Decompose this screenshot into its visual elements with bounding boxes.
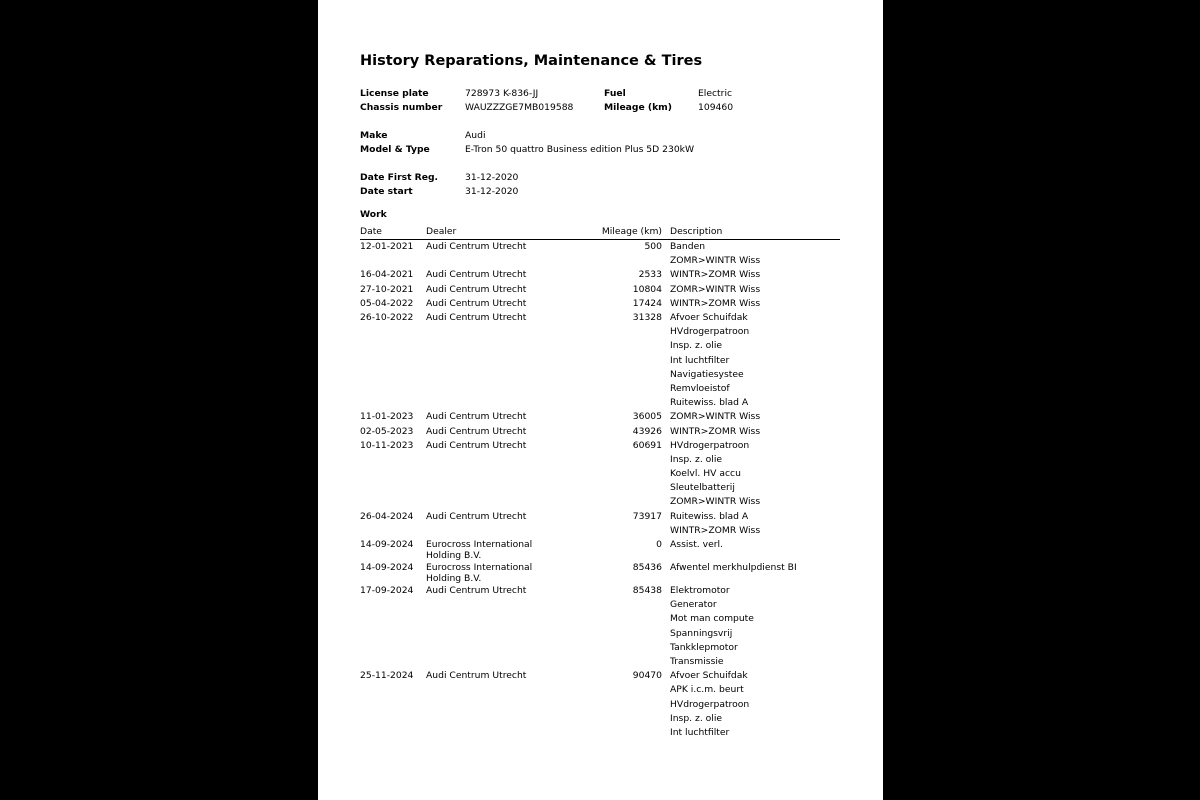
row-mileage: 36005 [632, 411, 662, 423]
row-dealer: Audi Centrum Utrecht [426, 311, 527, 323]
row-description-item: Generator [670, 599, 717, 611]
row-dealer: Audi Centrum Utrecht [426, 269, 527, 281]
row-description-item: Insp. z. olie [670, 712, 723, 724]
row-dealer-cell [426, 561, 566, 584]
row-description-item: Sleutelbatterij [670, 482, 735, 494]
fuel-value: Electric [698, 88, 733, 99]
make-label: Make [360, 130, 388, 141]
table-row [360, 561, 840, 584]
make-value: Audi [465, 130, 486, 141]
row-mileage: 85436 [632, 562, 662, 574]
row-description-item: HVdrogerpatroon [670, 326, 750, 338]
row-description-item: Tankklepmotor [670, 641, 738, 653]
row-descriptions [670, 240, 840, 269]
row-description-item: HVdrogerpatroon [670, 698, 750, 710]
row-dealer-cell [426, 311, 566, 410]
row-description-item: ZOMR>WINTR Wiss [670, 496, 761, 508]
row-dealer-cell [426, 268, 566, 282]
table-row [360, 311, 840, 410]
row-date: 05-04-2022 [360, 297, 414, 309]
row-dealer: Audi Centrum Utrecht [426, 241, 527, 252]
row-dealer-cell [426, 283, 566, 297]
row-description-item: WINTR>ZOMR Wiss [670, 524, 761, 536]
row-description-item: WINTR>ZOMR Wiss [670, 269, 761, 281]
row-description-item: ZOMR>WINTR Wiss [670, 255, 761, 267]
row-date: 14-09-2024 [360, 539, 414, 551]
row-mileage: 500 [644, 241, 662, 252]
row-description-item: APK i.c.m. beurt [670, 684, 744, 696]
row-descriptions [670, 561, 840, 584]
table-row [360, 268, 840, 282]
row-dealer: Audi Centrum Utrecht [426, 585, 527, 597]
row-description-item: Navigatiesystee [670, 368, 744, 380]
work-heading: Work [360, 209, 387, 220]
model-label: Model & Type [360, 144, 430, 155]
row-dealer: Audi Centrum Utrecht [426, 510, 527, 522]
row-dealer-cell [426, 240, 566, 269]
chassis-label: Chassis number [360, 102, 443, 113]
row-mileage: 90470 [632, 670, 662, 682]
table-row [360, 439, 840, 510]
table-row [360, 425, 840, 439]
first-reg-label: Date First Reg. [360, 172, 439, 183]
row-descriptions [670, 425, 840, 439]
table-row [360, 410, 840, 424]
row-descriptions [670, 297, 840, 311]
table-row [360, 669, 840, 740]
row-mileage: 17424 [632, 297, 662, 309]
row-descriptions [670, 538, 840, 561]
row-dealer: Eurocross International Holding B.V. [426, 562, 533, 584]
model-value: E-Tron 50 quattro Business edition Plus 5D 230kW [465, 144, 695, 155]
row-dealer-cell [426, 510, 566, 538]
row-description-item: HVdrogerpatroon [670, 439, 750, 451]
row-date: 26-10-2022 [360, 311, 414, 323]
row-date: 25-11-2024 [360, 670, 414, 682]
row-descriptions [670, 311, 840, 410]
row-date: 17-09-2024 [360, 585, 414, 597]
column-header-mileage: Mileage (km) [566, 225, 670, 240]
row-description-item: Insp. z. olie [670, 340, 723, 352]
work-table-header [360, 225, 840, 240]
row-description-item: Elektromotor [670, 585, 730, 597]
row-description-item: Afvoer Schuifdak [670, 670, 748, 682]
row-mileage: 10804 [632, 283, 662, 295]
row-descriptions [670, 268, 840, 282]
row-description-item: WINTR>ZOMR Wiss [670, 425, 761, 437]
row-descriptions [670, 584, 840, 669]
table-row [360, 240, 840, 269]
row-dealer-cell [426, 439, 566, 510]
row-date: 02-05-2023 [360, 425, 414, 437]
row-dealer: Audi Centrum Utrecht [426, 439, 527, 451]
license-plate-label: License plate [360, 88, 429, 99]
mileage-label: Mileage (km) [604, 102, 672, 113]
row-mileage: 60691 [632, 439, 662, 451]
column-header-dealer: Dealer [426, 225, 566, 240]
row-description-item: Assist. verl. [670, 539, 723, 551]
row-descriptions [670, 283, 840, 297]
row-description-item: Int luchtfilter [670, 726, 730, 738]
row-mileage: 31328 [632, 311, 662, 323]
first-reg-value: 31-12-2020 [465, 172, 519, 183]
row-dealer-cell [426, 297, 566, 311]
row-description-item: Transmissie [670, 655, 724, 667]
fuel-label: Fuel [604, 88, 626, 99]
row-descriptions [670, 510, 840, 538]
row-dealer: Audi Centrum Utrecht [426, 297, 527, 309]
row-mileage: 2533 [638, 269, 662, 281]
row-description-item: Banden [670, 241, 706, 252]
row-mileage: 85438 [632, 585, 662, 597]
row-date: 27-10-2021 [360, 283, 414, 295]
row-date: 26-04-2024 [360, 510, 414, 522]
row-dealer: Audi Centrum Utrecht [426, 283, 527, 295]
row-dealer-cell [426, 410, 566, 424]
row-description-item: WINTR>ZOMR Wiss [670, 297, 761, 309]
work-table [360, 225, 840, 740]
row-dealer: Audi Centrum Utrecht [426, 411, 527, 423]
document-page [318, 0, 883, 800]
row-dealer: Audi Centrum Utrecht [426, 425, 527, 437]
column-header-description: Description [670, 225, 840, 240]
row-description-item: Afvoer Schuifdak [670, 311, 748, 323]
row-dealer-cell [426, 425, 566, 439]
row-dealer-cell [426, 538, 566, 561]
row-description-item: Insp. z. olie [670, 453, 723, 465]
row-description-item: Ruitewiss. blad A [670, 510, 749, 522]
page-title: History Reparations, Maintenance & Tires [360, 53, 703, 69]
mileage-value: 109460 [698, 102, 734, 113]
row-descriptions [670, 439, 840, 510]
work-table-body [360, 240, 840, 741]
date-start-label: Date start [360, 186, 413, 197]
row-mileage: 73917 [632, 510, 662, 522]
row-date: 14-09-2024 [360, 562, 414, 574]
row-mileage: 0 [656, 539, 662, 551]
row-dealer: Eurocross International Holding B.V. [426, 539, 533, 561]
row-date: 12-01-2021 [360, 241, 414, 252]
date-start-value: 31-12-2020 [465, 186, 519, 197]
row-date: 10-11-2023 [360, 439, 414, 451]
row-dealer: Audi Centrum Utrecht [426, 670, 527, 682]
row-description-item: Koelvl. HV accu [670, 468, 741, 480]
row-description-item: Ruitewiss. blad A [670, 397, 749, 409]
row-descriptions [670, 669, 840, 740]
row-description-item: Afwentel merkhulpdienst BI [670, 562, 797, 574]
chassis-value: WAUZZZGE7MB019588 [465, 102, 574, 113]
row-description-item: Remvloeistof [670, 382, 730, 394]
column-header-date: Date [360, 225, 426, 240]
row-description-item: Spanningsvrij [670, 627, 733, 639]
license-plate-value: 728973 K-836-JJ [465, 88, 539, 99]
table-row [360, 510, 840, 538]
row-description-item: ZOMR>WINTR Wiss [670, 411, 761, 423]
row-date: 11-01-2023 [360, 411, 414, 423]
row-dealer-cell [426, 584, 566, 669]
row-mileage: 43926 [632, 425, 662, 437]
row-description-item: Int luchtfilter [670, 354, 730, 366]
row-date: 16-04-2021 [360, 269, 414, 281]
table-row [360, 538, 840, 561]
table-row [360, 297, 840, 311]
row-description-item: ZOMR>WINTR Wiss [670, 283, 761, 295]
row-description-item: Mot man compute [670, 613, 754, 625]
table-row [360, 283, 840, 297]
table-row [360, 584, 840, 669]
row-descriptions [670, 410, 840, 424]
row-dealer-cell [426, 669, 566, 740]
